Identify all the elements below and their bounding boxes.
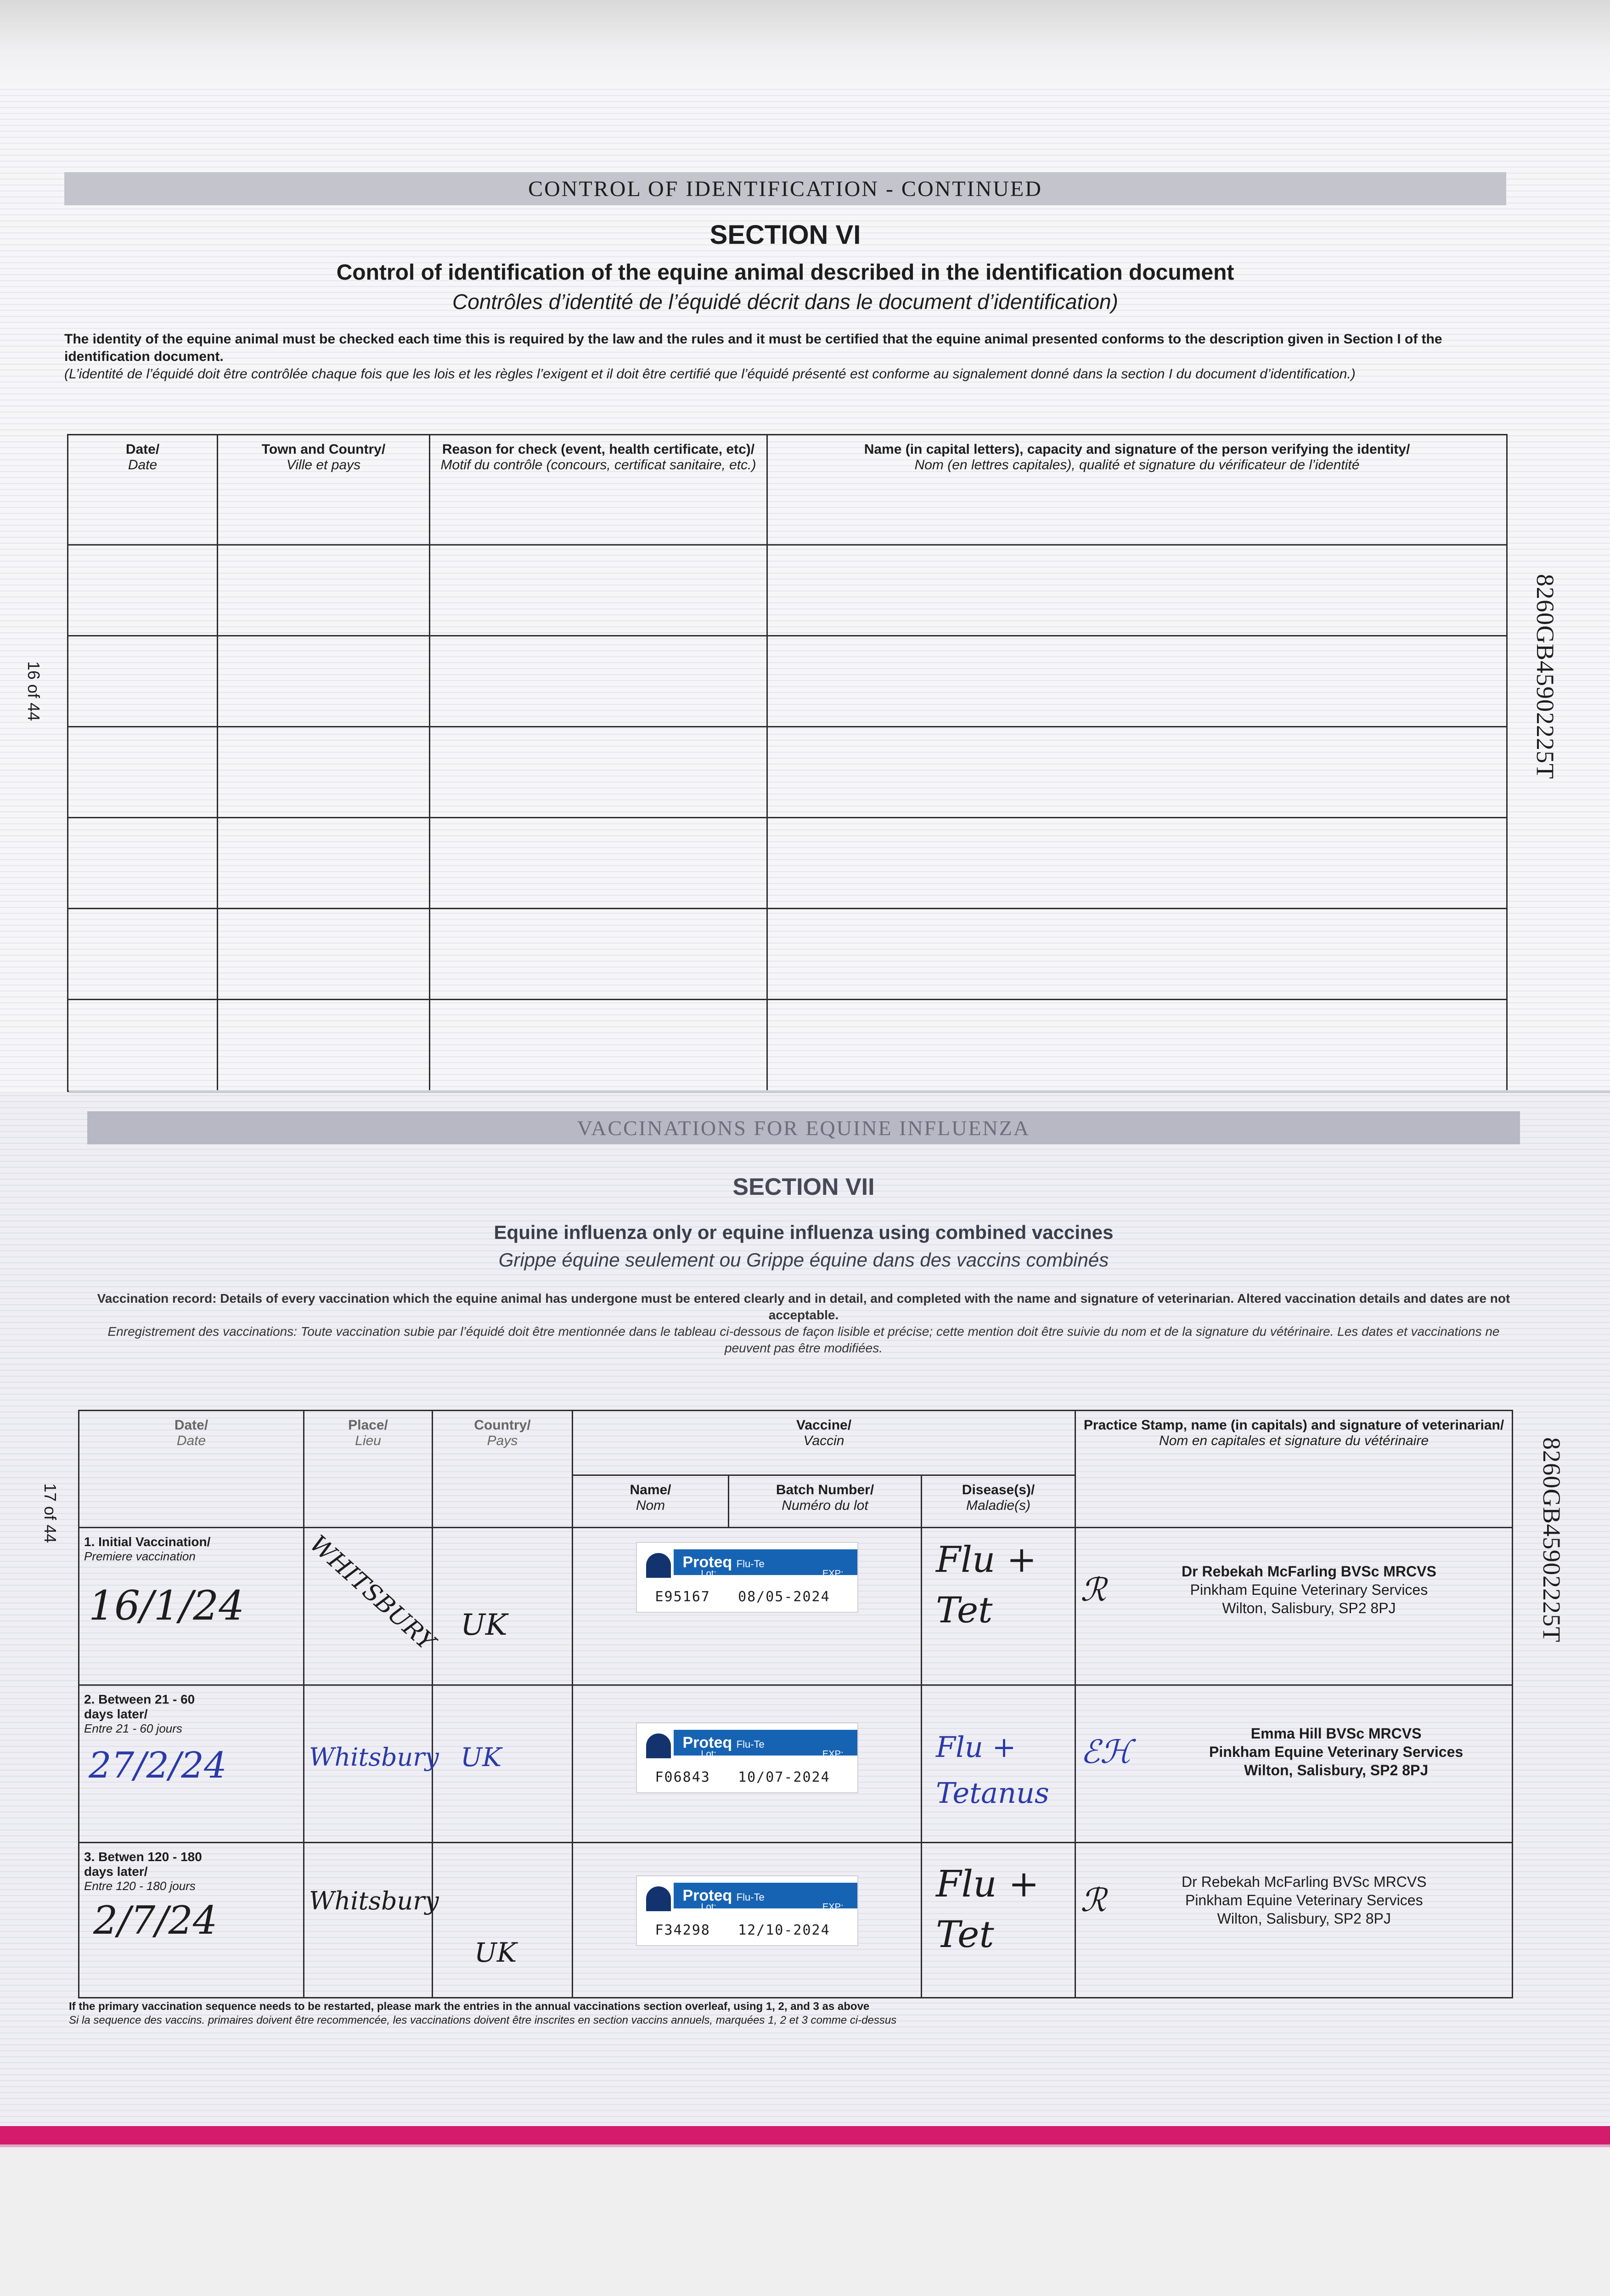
section-banner-text: VACCINATIONS FOR EQUINE INFLUENZA — [577, 1116, 1030, 1140]
header-town-en: Town and Country/ — [261, 442, 386, 457]
expiry-date: 12/10-2024 — [738, 1922, 830, 1938]
cell-reason[interactable] — [430, 545, 767, 636]
passport-id-code-bottom: 8260GB45902225T — [1538, 1437, 1565, 1643]
cell-verifier[interactable] — [767, 636, 1507, 727]
stage-label-fr: Entre 120 - 180 jours — [84, 1879, 196, 1893]
batch-number: F34298 — [655, 1922, 710, 1938]
cell-reason[interactable] — [430, 1000, 767, 1092]
table-row — [68, 727, 1507, 818]
header-disease — [922, 1475, 1075, 1528]
header-place-en: Place/ — [348, 1418, 388, 1433]
vaccination-row — [79, 1842, 1513, 1998]
cell-date — [79, 1842, 304, 1998]
cell-vaccine-label — [573, 1842, 922, 1998]
practice-name: Pinkham Equine Veterinary Services — [1190, 1581, 1428, 1598]
footnote — [69, 2000, 1492, 2027]
cell-disease — [922, 1685, 1075, 1842]
cell-date[interactable] — [68, 909, 218, 1000]
table-row — [68, 545, 1507, 636]
lot-label: Lot: — [701, 1902, 716, 1912]
header-date-en: Date/ — [125, 442, 160, 457]
header-disease-fr: Maladie(s) — [966, 1498, 1031, 1514]
batch-expiry — [655, 1922, 830, 1938]
footnote-fr: Si la sequence des vaccins. primaires doivent être recommencée, les vaccinations doivent être inscrites en section vaccins annuels, marquées 1, 2 et 3 comme ci-dessus — [69, 2014, 897, 2026]
country-value: UK — [461, 1608, 507, 1643]
table-row — [68, 636, 1507, 727]
country-value: UK — [474, 1936, 517, 1968]
cell-disease — [922, 1842, 1075, 1998]
cell-date[interactable] — [68, 1000, 218, 1092]
cell-reason[interactable] — [430, 909, 767, 1000]
vaccination-header-row — [79, 1411, 1513, 1475]
section-number: SECTION VI — [709, 220, 861, 250]
cell-verifier[interactable] — [767, 727, 1507, 818]
cell-disease — [922, 1528, 1075, 1685]
stage-label: 1. Initial Vaccination/ — [84, 1535, 211, 1549]
header-verifier-fr: Nom (en lettres capitales), qualité et signature du vérificateur de l’identité — [914, 457, 1360, 473]
section-title-fr: Contrôles d’identité de l’équidé décrit dans le document d’identification) — [452, 290, 1118, 314]
background-surface — [0, 2144, 1610, 2296]
proteq-logo-icon — [646, 1886, 671, 1911]
cell-date — [79, 1685, 304, 1842]
place-value: Whitsbury — [309, 1886, 439, 1915]
cell-date[interactable] — [68, 545, 218, 636]
exp-label: EXP: — [822, 1749, 844, 1759]
instructions — [92, 1290, 1515, 1356]
vaccination-row — [79, 1685, 1513, 1842]
vaccine-brand: Proteq — [682, 1553, 732, 1571]
header-country-fr: Pays — [487, 1433, 518, 1448]
passport-id-code-top: 8260GB45902225T — [1531, 574, 1559, 779]
vet-signature: ℰℋ — [1081, 1733, 1132, 1771]
batch-expiry — [655, 1769, 830, 1785]
cell-vaccine-label — [573, 1528, 922, 1685]
cell-verifier[interactable] — [767, 909, 1507, 1000]
page-edge-shadow — [0, 0, 1610, 87]
cell-date — [79, 1528, 304, 1685]
place-value: Whitsbury — [309, 1742, 439, 1772]
header-place — [304, 1411, 433, 1528]
header-date-en: Date/ — [174, 1418, 208, 1433]
header-verifier — [767, 435, 1507, 545]
page-number-17: 17 of 44 — [41, 1483, 60, 1543]
cell-place — [304, 1685, 439, 1842]
cell-town[interactable] — [218, 818, 430, 909]
header-vaccine — [573, 1411, 1075, 1475]
vaccination-table — [78, 1410, 1513, 1998]
batch-number: E95167 — [655, 1589, 710, 1605]
cell-country — [433, 1528, 573, 1685]
header-country — [433, 1411, 573, 1528]
disease-value: Flu + Tet — [936, 1862, 1040, 1956]
stage-label: 2. Between 21 - 60 days later/ — [84, 1692, 195, 1721]
header-town-country — [218, 435, 430, 545]
section-title-en: Control of identification of the equine animal described in the identification document — [336, 260, 1234, 285]
vaccine-brand: Proteq — [682, 1733, 732, 1751]
instructions-fr: (L’identité de l’équidé doit être contrôlée chaque fois que les lois et les règles l’exigent et il doit être certifié que l’équidé présenté est conforme au signalement donné dans la section I du document d’identification.) — [64, 366, 1356, 382]
lot-label: Lot: — [701, 1569, 716, 1579]
header-place-fr: Lieu — [355, 1433, 381, 1448]
cell-town[interactable] — [218, 727, 430, 818]
vaccine-sticker — [636, 1542, 858, 1613]
practice-name: Pinkham Equine Veterinary Services — [1185, 1891, 1423, 1908]
vaccine-product: Flu-Te — [736, 1738, 765, 1750]
vaccination-date: 27/2/24 — [89, 1745, 227, 1786]
header-date — [79, 1411, 304, 1528]
header-disease-en: Disease(s)/ — [962, 1482, 1035, 1498]
header-date — [68, 435, 218, 545]
practice-stamp — [1182, 1873, 1426, 1928]
country-value: UK — [461, 1742, 502, 1773]
cell-vaccine-label — [573, 1685, 922, 1842]
place-value: WHITSBURY — [304, 1530, 440, 1656]
cell-date[interactable] — [68, 636, 218, 727]
header-name-en: Name/ — [630, 1482, 671, 1498]
expiry-date: 08/05-2024 — [738, 1589, 830, 1605]
instructions-en: Vaccination record: Details of every vaccination which the equine animal has undergone must be entered clearly and in detail, and completed with the name and signature of veterinarian. Altered vaccination details and dates are not acceptable. — [97, 1291, 1510, 1322]
batch-number: F06843 — [655, 1769, 710, 1785]
section-banner — [87, 1111, 1520, 1144]
cell-practice-stamp — [1075, 1528, 1513, 1685]
header-batch-number — [729, 1475, 922, 1528]
identity-table-header — [68, 435, 1507, 545]
cell-town[interactable] — [218, 545, 430, 636]
disease-value: Flu + Tetanus — [936, 1730, 1049, 1810]
cell-practice-stamp — [1075, 1842, 1513, 1998]
section-number: SECTION VII — [732, 1174, 875, 1200]
expiry-date: 10/07-2024 — [738, 1769, 830, 1785]
vet-name: Emma Hill BVSc MRCVS — [1250, 1725, 1422, 1742]
header-practice-stamp — [1075, 1411, 1513, 1528]
table-row — [68, 1000, 1507, 1092]
cell-place — [304, 1842, 439, 1998]
practice-address: Wilton, Salisbury, SP2 8PJ — [1244, 1761, 1429, 1778]
cell-country — [433, 1685, 573, 1842]
vaccine-brand: Proteq — [682, 1886, 732, 1904]
header-stamp-en: Practice Stamp, name (in capitals) and signature of veterinarian/ — [1083, 1418, 1504, 1433]
header-reason-en: Reason for check (event, health certificate, etc)/ — [442, 442, 755, 457]
vet-signature: ℛ — [1081, 1881, 1106, 1919]
practice-stamp — [1182, 1562, 1436, 1617]
practice-address: Wilton, Salisbury, SP2 8PJ — [1217, 1910, 1391, 1927]
header-reason-fr: Motif du contrôle (concours, certificat sanitaire, etc.) — [440, 457, 756, 473]
table-row — [68, 909, 1507, 1000]
practice-name: Pinkham Equine Veterinary Services — [1209, 1743, 1464, 1760]
footnote-en: If the primary vaccination sequence needs to be restarted, please mark the entries in the annual vaccinations section overleaf, using 1, 2, and 3 as above — [69, 2000, 870, 2013]
cell-verifier[interactable] — [767, 1000, 1507, 1092]
lot-label: Lot: — [701, 1749, 716, 1759]
header-town-fr: Ville et pays — [286, 457, 361, 473]
stage-label-fr: Entre 21 - 60 jours — [84, 1721, 182, 1735]
instructions-fr: Enregistrement des vaccinations: Toute vaccination subie par l’équidé doit être mentionnée dans le tableau ci-dessous de façon lisible et précise; cette mention doit être suivie du nom et de la signature du vétérinaire. Les dates et vaccinations ne peuvent pas être modifiées. — [107, 1324, 1500, 1355]
vaccination-date: 2/7/24 — [93, 1897, 218, 1943]
vaccine-sticker — [636, 1722, 858, 1793]
header-date-fr: Date — [128, 457, 158, 473]
practice-address: Wilton, Salisbury, SP2 8PJ — [1222, 1600, 1396, 1617]
proteq-logo-icon — [646, 1733, 671, 1758]
cell-reason[interactable] — [430, 818, 767, 909]
stage-label-fr: Premiere vaccination — [84, 1549, 196, 1564]
header-stamp-fr: Nom en capitales et signature du vétérinaire — [1159, 1433, 1429, 1448]
vaccination-row — [79, 1528, 1513, 1685]
cell-town[interactable] — [218, 909, 430, 1000]
practice-stamp — [1209, 1724, 1463, 1779]
vaccine-product: Flu-Te — [736, 1558, 765, 1570]
header-country-en: Country/ — [474, 1418, 531, 1433]
page-number-16: 16 of 44 — [24, 661, 43, 721]
stage-label: 3. Betwen 120 - 180 days later/ — [84, 1849, 202, 1879]
passport-cover-edge — [0, 2126, 1610, 2144]
cell-town[interactable] — [218, 636, 430, 727]
vaccine-sticker — [636, 1875, 858, 1946]
cell-practice-stamp — [1075, 1685, 1513, 1842]
header-date-fr: Date — [176, 1433, 206, 1448]
batch-expiry — [655, 1589, 830, 1605]
vaccine-product: Flu-Te — [736, 1891, 765, 1903]
exp-label: EXP: — [822, 1569, 844, 1579]
vet-signature: ℛ — [1081, 1571, 1106, 1609]
cell-reason[interactable] — [430, 727, 767, 818]
cell-place — [304, 1528, 440, 1685]
section-banner — [64, 172, 1506, 205]
header-batch-fr: Numéro du lot — [782, 1498, 868, 1514]
section-title-en: Equine influenza only or equine influenza using combined vaccines — [494, 1221, 1114, 1243]
disease-value: Flu + Tet — [936, 1539, 1037, 1632]
cell-date[interactable] — [68, 727, 218, 818]
vaccination-date: 16/1/24 — [89, 1582, 245, 1630]
cell-country — [433, 1842, 573, 1998]
table-row — [68, 818, 1507, 909]
cell-reason[interactable] — [430, 636, 767, 727]
instructions — [64, 331, 1488, 383]
header-vaccine-name — [573, 1475, 729, 1528]
vet-name: Dr Rebekah McFarling BVSc MRCVS — [1182, 1563, 1436, 1580]
exp-label: EXP: — [822, 1902, 844, 1912]
instructions-en: The identity of the equine animal must be checked each time this is required by the law and the rules and it must be certified that the equine animal presented conforms to the description given in Section I of the identification document. — [64, 332, 1442, 364]
cell-town[interactable] — [218, 1000, 430, 1092]
proteq-logo-icon — [646, 1553, 671, 1578]
section-title-fr: Grippe équine seulement ou Grippe équine dans des vaccins combinés — [498, 1249, 1109, 1271]
section-banner-text: CONTROL OF IDENTIFICATION - CONTINUED — [528, 176, 1042, 201]
header-reason — [430, 435, 767, 545]
cell-verifier[interactable] — [767, 818, 1507, 909]
header-name-fr: Nom — [636, 1498, 665, 1514]
header-verifier-en: Name (in capital letters), capacity and signature of the person verifying the identity/ — [864, 442, 1410, 457]
identity-check-table — [67, 434, 1508, 1092]
header-batch-en: Batch Number/ — [776, 1482, 874, 1498]
header-vaccine-fr: Vaccin — [803, 1433, 844, 1448]
cell-verifier[interactable] — [767, 545, 1507, 636]
vet-name: Dr Rebekah McFarling BVSc MRCVS — [1182, 1873, 1427, 1890]
cell-date[interactable] — [68, 818, 218, 909]
header-vaccine-en: Vaccine/ — [796, 1418, 852, 1433]
